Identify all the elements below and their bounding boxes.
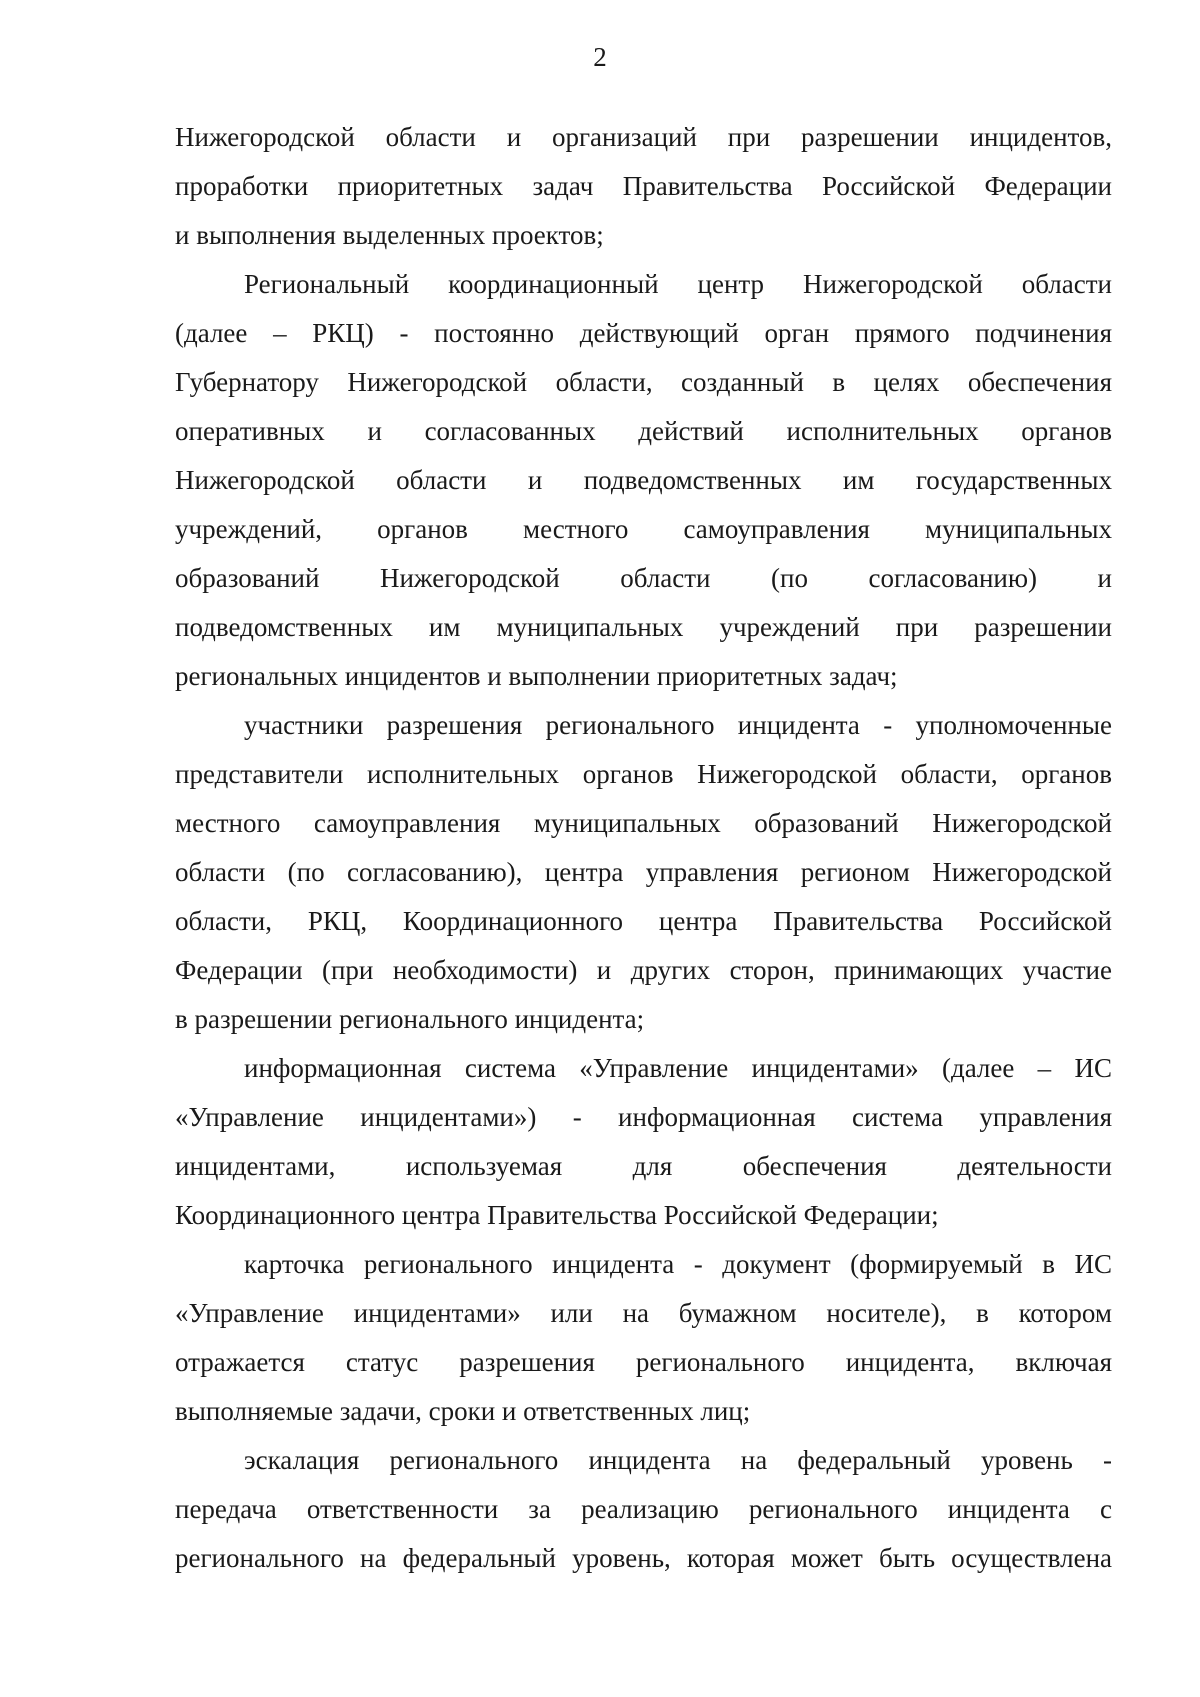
text-line: «Управление инцидентами») - информационная система управления (175, 1102, 1112, 1132)
text-line: карточка регионального инцидента - документ (формируемый в ИС (244, 1249, 1112, 1279)
text-line: области (по согласованию), центра управления регионом Нижегородской (175, 857, 1112, 887)
text-line: представители исполнительных органов Нижегородской области, органов (175, 759, 1112, 789)
document-body (175, 113, 1112, 1583)
paragraph (175, 1044, 1112, 1240)
text-line: отражается статус разрешения регионального инцидента, включая (175, 1347, 1112, 1377)
paragraph (175, 260, 1112, 701)
text-line: Губернатору Нижегородской области, созданный в целях обеспечения (175, 367, 1112, 397)
text-line: области, РКЦ, Координационного центра Правительства Российской (175, 906, 1112, 936)
paragraph (175, 1436, 1112, 1583)
paragraph (175, 113, 1112, 260)
text-line: Нижегородской области и организаций при разрешении инцидентов, (175, 122, 1112, 152)
paragraph (175, 1240, 1112, 1436)
text-line: Региональный координационный центр Нижегородской области (244, 269, 1112, 299)
text-line: регионального на федеральный уровень, которая может быть осуществлена (175, 1543, 1112, 1573)
page-number: 2 (593, 42, 607, 72)
text-line: учреждений, органов местного самоуправления муниципальных (175, 514, 1112, 544)
text-line: образований Нижегородской области (по согласованию) и (175, 563, 1112, 593)
text-line: Координационного центра Правительства Российской Федерации; (175, 1200, 939, 1230)
text-line: выполняемые задачи, сроки и ответственных лиц; (175, 1396, 751, 1426)
text-line: проработки приоритетных задач Правительства Российской Федерации (175, 171, 1112, 201)
text-line: Нижегородской области и подведомственных им государственных (175, 465, 1112, 495)
text-line: в разрешении регионального инцидента; (175, 1004, 645, 1034)
text-line: информационная система «Управление инцидентами» (далее – ИС (244, 1053, 1112, 1083)
paragraph (175, 701, 1112, 1044)
text-line: эскалация регионального инцидента на федеральный уровень - (244, 1445, 1112, 1475)
text-line: участники разрешения регионального инцидента - уполномоченные (244, 710, 1112, 740)
text-line: и выполнения выделенных проектов; (175, 220, 604, 250)
text-line: оперативных и согласованных действий исполнительных органов (175, 416, 1112, 446)
text-line: инцидентами, используемая для обеспечения деятельности (175, 1151, 1112, 1181)
text-line: (далее – РКЦ) - постоянно действующий орган прямого подчинения (175, 318, 1112, 348)
text-line: подведомственных им муниципальных учреждений при разрешении (175, 612, 1112, 642)
text-line: местного самоуправления муниципальных образований Нижегородской (175, 808, 1112, 838)
text-line: «Управление инцидентами» или на бумажном носителе), в котором (175, 1298, 1112, 1328)
text-line: передача ответственности за реализацию регионального инцидента с (175, 1494, 1112, 1524)
text-line: Федерации (при необходимости) и других сторон, принимающих участие (175, 955, 1112, 985)
text-line: региональных инцидентов и выполнении приоритетных задач; (175, 661, 898, 691)
